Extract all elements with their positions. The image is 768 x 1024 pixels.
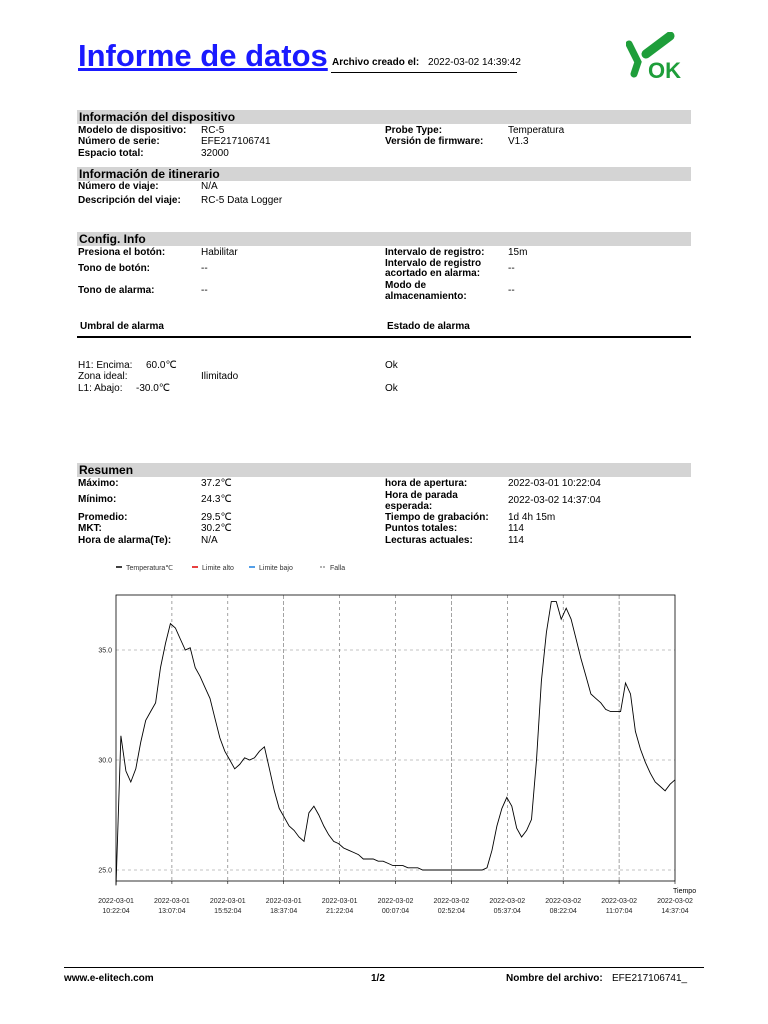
created-label: Archivo creado el: — [332, 57, 420, 68]
storage-label-2: almacenamiento: — [385, 291, 467, 302]
y-tick-label: 30.0 — [98, 757, 112, 765]
button-tone-label: Tono de botón: — [78, 263, 151, 274]
alarm-time-value: N/A — [201, 535, 218, 546]
chart-legend — [116, 565, 345, 572]
alarm-tone-value: -- — [201, 285, 208, 296]
space-label: Espacio total: — [78, 148, 144, 159]
serial-label: Número de serie: — [78, 136, 160, 147]
temperature-chart — [0, 555, 768, 920]
rec-time-value: 1d 4h 15m — [508, 512, 556, 523]
x-tick-time: 00:07:04 — [381, 908, 410, 915]
min-label: Mínimo: — [78, 494, 117, 505]
x-axis-label: Tiempo — [673, 888, 697, 895]
l1-value: -30.0℃ — [136, 383, 171, 394]
legend-entry: Falla — [330, 565, 346, 572]
avg-value: 29.5℃ — [201, 512, 232, 523]
ok-logo — [626, 32, 690, 82]
filename-label: Nombre del archivo: — [506, 973, 603, 984]
readings-label: Lecturas actuales: — [385, 535, 473, 546]
created-info — [332, 57, 521, 68]
readings-value: 114 — [508, 535, 524, 546]
y-tick-label: 35.0 — [98, 647, 112, 655]
x-tick-date: 2022-03-02 — [433, 898, 470, 905]
summary-section-heading: Resumen — [77, 463, 691, 477]
x-tick-time: 14:37:04 — [661, 908, 689, 915]
x-tick-time: 10:22:04 — [102, 908, 130, 915]
total-points-label: Puntos totales: — [385, 523, 458, 534]
x-tick-date: 2022-03-01 — [321, 898, 358, 905]
min-value: 24.3℃ — [201, 494, 232, 505]
short-interval-label-1: Intervalo de registro — [385, 258, 482, 269]
firmware-value: V1.3 — [508, 136, 529, 147]
space-value: 32000 — [201, 148, 229, 159]
x-tick-time: 08:22:04 — [549, 908, 577, 915]
x-tick-date: 2022-03-02 — [601, 898, 638, 905]
firmware-label: Versión de firmware: — [385, 136, 484, 147]
alarm-time-label: Hora de alarma(Te): — [78, 535, 172, 546]
x-tick-time: 15:52:04 — [214, 908, 242, 915]
chart-grid — [116, 595, 675, 881]
stop-value: 2022-03-02 14:37:04 — [508, 495, 601, 506]
x-tick-date: 2022-03-01 — [265, 898, 302, 905]
x-tick-date: 2022-03-02 — [377, 898, 414, 905]
trip-number-label: Número de viaje: — [78, 181, 159, 192]
l1-label: L1: Abajo: — [78, 383, 123, 394]
serial-value: EFE217106741 — [201, 136, 271, 147]
x-tick-time: 02:52:04 — [437, 908, 466, 915]
interval-label: Intervalo de registro: — [385, 247, 485, 258]
x-tick-time: 21:22:04 — [325, 908, 354, 915]
button-label: Presiona el botón: — [78, 247, 166, 258]
threshold-heading: Umbral de alarma — [80, 321, 164, 332]
legend-entry: Limite alto — [202, 565, 234, 572]
mkt-value: 30.2℃ — [201, 523, 232, 534]
short-interval-value: -- — [508, 263, 515, 274]
storage-label-1: Modo de — [385, 280, 427, 291]
model-value: RC-5 — [201, 125, 225, 136]
max-label: Máximo: — [78, 478, 119, 489]
alarm-tone-label: Tono de alarma: — [78, 285, 155, 296]
x-tick-date: 2022-03-02 — [489, 898, 526, 905]
report-title: Informe de datos — [78, 38, 328, 73]
total-points-value: 114 — [508, 523, 524, 534]
legend-entry: Temperatura℃ — [126, 565, 174, 572]
x-tick-date: 2022-03-01 — [98, 898, 134, 905]
rec-time-label: Tiempo de grabación: — [385, 512, 489, 523]
mkt-label: MKT: — [78, 523, 102, 534]
stop-label-2: esperada: — [385, 501, 433, 512]
stop-label-1: Hora de parada — [385, 490, 458, 501]
title-underline — [331, 72, 517, 73]
device-section-heading: Información del dispositivo — [77, 110, 691, 124]
trip-section-heading: Información de itinerario — [77, 167, 691, 181]
button-value: Habilitar — [201, 247, 238, 258]
model-label: Modelo de dispositivo: — [78, 125, 187, 136]
config-section-heading: Config. Info — [77, 232, 691, 246]
alarm-state-heading: Estado de alarma — [387, 321, 470, 332]
ideal-label: Zona ideal: — [78, 371, 128, 382]
alarm-divider — [77, 336, 691, 338]
button-tone-value: -- — [201, 263, 208, 274]
x-tick-date: 2022-03-02 — [545, 898, 582, 905]
footer-divider — [64, 967, 704, 968]
h1-value: 60.0℃ — [146, 360, 177, 371]
x-tick-time: 05:37:04 — [493, 908, 521, 915]
probe-value: Temperatura — [508, 125, 565, 136]
interval-value: 15m — [508, 247, 528, 258]
l1-state: Ok — [385, 383, 398, 394]
avg-label: Promedio: — [78, 512, 128, 523]
created-value: 2022-03-02 14:39:42 — [428, 57, 521, 68]
check-logo-icon — [626, 32, 690, 82]
h1-label: H1: Encima: — [78, 360, 133, 371]
x-tick-time: 18:37:04 — [270, 908, 298, 915]
website-link[interactable]: www.e-elitech.com — [64, 973, 154, 984]
x-axis-ticks — [98, 881, 693, 915]
x-tick-date: 2022-03-01 — [209, 898, 246, 905]
legend-entry: Limite bajo — [259, 565, 293, 572]
start-value: 2022-03-01 10:22:04 — [508, 478, 601, 489]
start-label: hora de apertura: — [385, 478, 468, 489]
page-number: 1/2 — [371, 973, 385, 984]
trip-desc-value: RC-5 Data Logger — [201, 195, 283, 206]
y-axis-ticks — [98, 648, 112, 875]
x-tick-date: 2022-03-01 — [153, 898, 190, 905]
ideal-value: Ilimitado — [201, 371, 239, 382]
logo-text: OK — [648, 58, 681, 82]
probe-label: Probe Type: — [385, 125, 443, 136]
filename-value: EFE217106741_ — [612, 973, 688, 984]
x-tick-time: 13:07:04 — [158, 908, 186, 915]
trip-number-value: N/A — [201, 181, 218, 192]
x-tick-date: 2022-03-02 — [657, 898, 693, 905]
max-value: 37.2℃ — [201, 478, 232, 489]
h1-state: Ok — [385, 360, 398, 371]
storage-value: -- — [508, 285, 515, 296]
short-interval-label-2: acortado en alarma: — [385, 268, 481, 279]
x-tick-time: 11:07:04 — [605, 908, 633, 915]
y-tick-label: 25.0 — [98, 867, 112, 875]
trip-desc-label: Descripción del viaje: — [78, 195, 181, 206]
